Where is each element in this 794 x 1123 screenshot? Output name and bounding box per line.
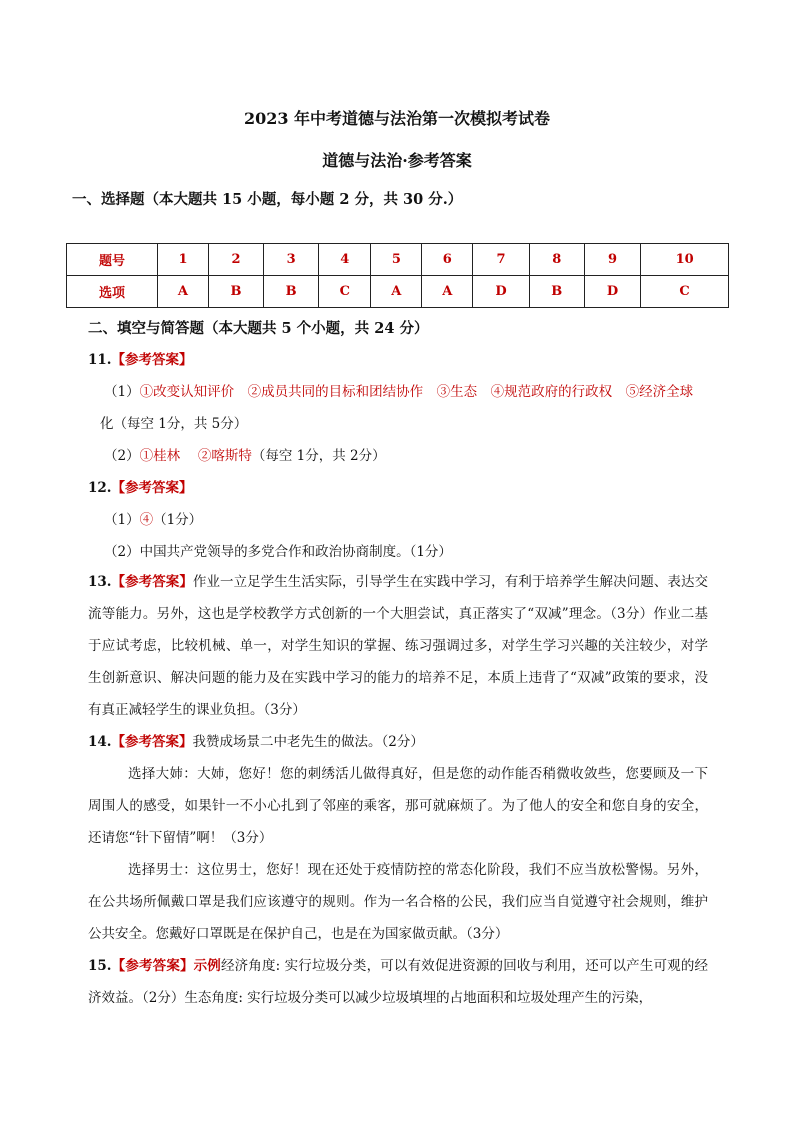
q11-part2-note: （每空 1分，共 2分） <box>251 448 386 464</box>
q13-text: 作业一立足学生生活实际，引导学生在实践中学习，有利于培养学生解决问题、表达交流等能力。另外，这也是学校教学方式创新的一个大胆尝试，真正落实了“双减”理念。（3分）作业二基于应试考虑，比较机械、单一，对学生知识的掌握、练习强调过多，对学生学习兴趣的关注较少，对学生创新意识、解决问题的能力及在实践中学习的能力的培养不足，本质上违背了“双减”政策的要求，没有真正减轻学生的课业负担。（3分） <box>88 574 709 718</box>
q12-part1-note: （1分） <box>153 512 203 528</box>
answer-cell: A <box>422 276 473 308</box>
number-cell: 5 <box>371 244 422 276</box>
q11-part2-prefix: （2） <box>104 448 140 464</box>
q14-intro: 我赞成场景二中老先生的做法。（2分） <box>192 734 424 750</box>
q12-answer-tag: 【参考答案】 <box>111 480 193 496</box>
q12-number: 12. <box>88 480 112 496</box>
answer-cell: C <box>319 276 371 308</box>
table-row-numbers <box>67 244 729 276</box>
q11-part1-continued: 化（每空 1分，共 5分） <box>100 416 248 432</box>
choice-answer-table <box>66 243 729 308</box>
q11-heading <box>88 348 193 368</box>
answer-cell: A <box>158 276 209 308</box>
q12-heading <box>88 476 193 496</box>
number-cell: 9 <box>584 244 640 276</box>
q13-answer-tag: 【参考答案】 <box>111 574 193 590</box>
number-cell: 10 <box>641 244 729 276</box>
answer-cell: A <box>371 276 422 308</box>
q15-text: 经济角度: 实行垃圾分类，可以有效促进资源的回收与利用，还可以产生可观的经济效益。（2分）生态角度: 实行垃圾分类可以减少垃圾填埋的占地面积和垃圾处理产生的污染， <box>88 958 708 1006</box>
answer-cell: D <box>584 276 640 308</box>
table-row-answers <box>67 276 729 308</box>
q12-part1-prefix: （1） <box>104 512 140 528</box>
q15-answer <box>88 950 708 1014</box>
q14-option-2: 选择男士：这位男士，您好！现在还处于疫情防控的常态化阶段，我们不应当放松警惕。另外，在公共场所佩戴口罩是我们应该遵守的规则。作为一名合格的公民，我们应当自觉遵守社会规则，维护公共安全。您戴好口罩既是在保护自己，也是在为国家做贡献。（3分） <box>88 862 708 942</box>
q11-number: 11. <box>88 352 112 368</box>
q11-part2-answers: ①桂林 ②喀斯特 <box>139 448 252 464</box>
number-cell: 2 <box>208 244 263 276</box>
q15-number: 15. <box>88 958 112 974</box>
number-cell: 7 <box>473 244 529 276</box>
number-cell: 4 <box>319 244 371 276</box>
q14-answer-tag: 【参考答案】 <box>111 734 193 750</box>
q12-part2: （2）中国共产党领导的多党合作和政治协商制度。（1分） <box>104 544 452 560</box>
answer-cell: C <box>641 276 729 308</box>
q15-answer-tag: 【参考答案】示例 <box>111 958 221 974</box>
answer-cell: B <box>264 276 319 308</box>
q12-part1-answer: ④ <box>139 512 154 528</box>
number-cell: 6 <box>422 244 473 276</box>
q11-part2 <box>104 444 386 464</box>
q12-part1 <box>104 508 202 528</box>
q13-number: 13. <box>88 574 112 590</box>
number-cell: 8 <box>529 244 584 276</box>
q11-part1-prefix: （1） <box>104 384 140 400</box>
section-1-heading: 一、选择题（本大题共 15 小题，每小题 2 分，共 30 分.） <box>72 191 463 208</box>
answer-cell: B <box>208 276 263 308</box>
exam-title: 2023 年中考道德与法治第一次模拟考试卷 <box>243 109 551 128</box>
answer-cell: B <box>529 276 584 308</box>
q11-part1 <box>104 380 693 400</box>
answer-subtitle: 道德与法治·参考答案 <box>322 151 472 170</box>
q14-number: 14. <box>88 734 112 750</box>
answer-cell: D <box>473 276 529 308</box>
q13-answer <box>88 566 708 726</box>
q11-part1-answers: ①改变认知评价 ②成员共同的目标和团结协作 ③生态 ④规范政府的行政权 ⑤经济全球 <box>139 384 694 400</box>
number-cell: 1 <box>158 244 209 276</box>
q11-answer-tag: 【参考答案】 <box>111 352 193 368</box>
header-cell: 题号 <box>67 244 158 276</box>
section-2-heading: 二、填空与简答题（本大题共 5 个小题，共 24 分） <box>88 320 429 337</box>
q14-option-1: 选择大姉：大姉，您好！您的刺绣活儿做得真好，但是您的动作能否稍微收敛些，您要顾及一下周围人的感受，如果针一不小心扎到了邻座的乘客，那可就麻烦了。为了他人的安全和您自身的安全，还请您“针下留情”啊！（3分） <box>88 766 708 846</box>
q14-heading <box>88 726 708 758</box>
answer-label-cell: 选项 <box>67 276 158 308</box>
number-cell: 3 <box>264 244 319 276</box>
